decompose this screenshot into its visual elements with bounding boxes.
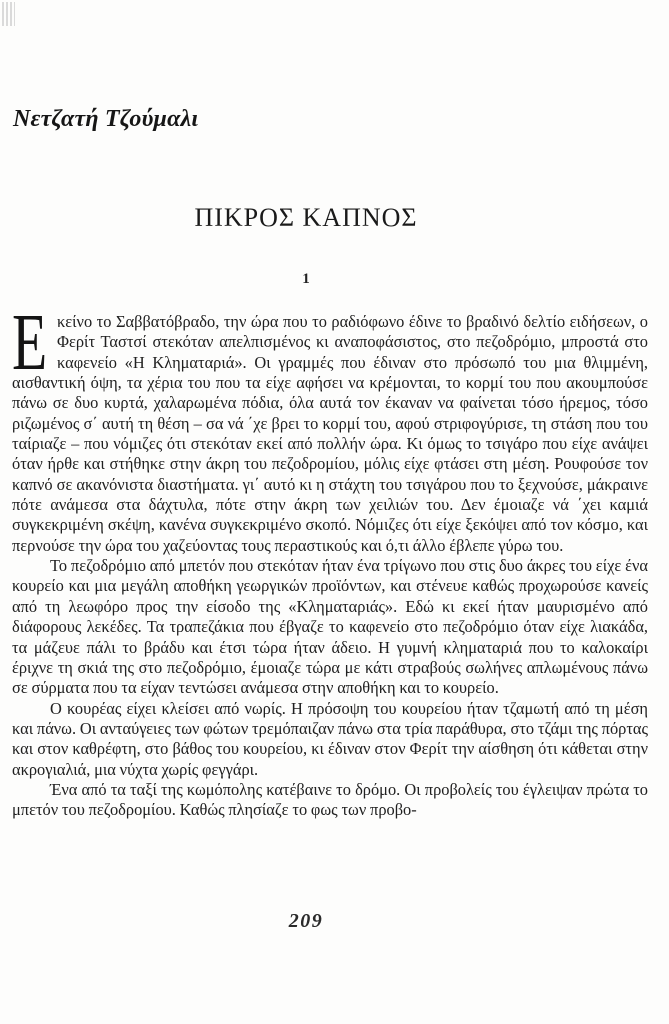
drop-cap: Ε <box>12 299 48 387</box>
section-number: 1 <box>302 271 310 287</box>
opening-paragraph-text: κείνο το Σαββατόβραδο, την ώρα που το ραδιόφωνο έδινε το βραδινό δελτίο ειδήσεων, ο Φερίτ Ταστσί στεκόταν απελπισμένος κι αναποφάσιστος, στο πεζοδρόμιο, μπροστά στο καφενείο «Η Κληματαριά». Οι γραμμές που έδιναν στο πρόσωπό του μια θλιμμένη, αισθαντική όψη, τα χέρια του που τα είχε αφήσει να κρέμονται, το κορμί του που ακουμπούσε πάνω σε δυο κυρτά, χαλαρωμένα πόδια, όλα αυτά τον έκαναν να φαίνεται τόσο ήρεμος, τόσο ριζωμένος σ΄ αυτή τη θέση – σα νά ΄χε βρει το κορμί του, αφού στριφογύρισε, τη στάση που του ταίριαζε – που νόμιζες ότι στεκόταν εκεί από πολλήν ώρα. Κι όμως το τσιγάρο που είχε ανάψει όταν ήρθε και στήθηκε στην άκρη του πεζοδρομίου, μόλις είχε φτάσει στη μέση. Ρουφούσε τον καπνό σε ακανόνιστα διαστήματα. γι΄ αυτό κι η στάχτη του τσιγάρου που το ξεχνούσε, μάκραινε πότε ανάμεσα στα δάχτυλα, πότε στην άκρη των χειλιών του. Δεν έμοιαζε νά ΄χει καμιά συγκεκριμένη σκέψη, κανένα συγκεκριμένο σκοπό. Νόμιζες ότι είχε ξεκόψει από τον κόσμο, και περνούσε την ώρα του χαζεύοντας τους περαστικούς και ό,τι άλλο έβλεπε γύρω του. <box>12 312 648 555</box>
body-paragraph: Ένα από τα ταξί της κωμόπολης κατέβαινε το δρόμο. Οι προβολείς του έγλειψαν πρώτα το μπετόν του πεζοδρομίου. Καθώς πλησίαζε το φως των προβο- <box>12 779 648 820</box>
body-paragraph: Ο κουρέας είχει κλείσει από νωρίς. Η πρόσοψη του κουρείου ήταν τζαμωτή από τη μέση και πάνω. Οι ανταύγειες των φώτων τρεμόπαιζαν πάνω στα τρία παράθυρα, στο τζάμι της πόρτας και στον καθρέφτη, στο βάθος του κουρείου, κι έδιναν στον Φερίτ την αίσθηση ότι κάθεται στην ακρογιαλιά, μια νύχτα χωρίς φεγγάρι. <box>12 698 648 779</box>
page-number: 209 <box>288 910 324 932</box>
scan-artifact <box>2 2 15 26</box>
body-text <box>12 299 648 821</box>
opening-paragraph <box>12 299 648 556</box>
body-paragraph: Το πεζοδρόμιο από μπετόν που στεκόταν ήταν ένα τρίγωνο που στις δυο άκρες του είχε ένα κουρείο και μια μεγάλη αποθήκη γεωργικών προϊόντων, και στένευε καθώς προχωρούσε κανείς από τη λεωφόρο προς την είσοδο της «Κληματαριάς». Εδώ κι εκεί ήταν μαυρισμένο από διάφορους λεκέδες. Τα τραπεζάκια που έβγαζε το καφενείο στο πεζοδρόμιο όταν είχε λιακάδα, τα μάζευε πάλι το βράδυ και έτσι τώρα ήταν άδειο. Η γυμνή κληματαριά που το καλοκαίρι έριχνε τη σκιά της στο πεζοδρόμιο, έμοιαζε τώρα με κάτι στραβούς σωλήνες απλωμένους πάνω σε σύρματα που τα είχαν τεντώσει ανάμεσα στην αποθήκη και το κουρείο. <box>12 556 648 698</box>
author-name: Νετζατή Τζούμαλι <box>13 106 199 132</box>
chapter-title: ΠΙΚΡΟΣ ΚΑΠΝΟΣ <box>194 203 418 232</box>
